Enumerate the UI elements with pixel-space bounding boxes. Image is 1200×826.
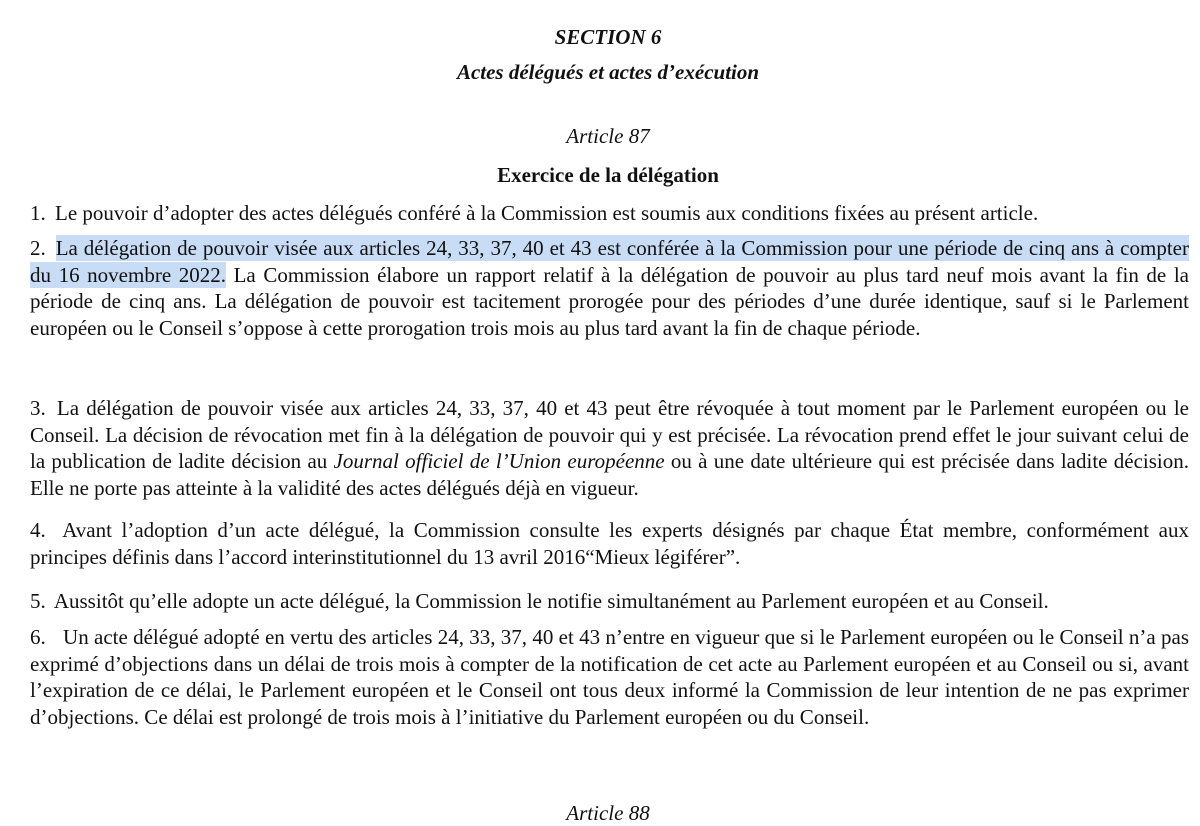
paragraph-text: Un acte délégué adopté en vertu des articles 24, 33, 37, 40 et 43 n’entre en vigueur que si le Parlement européen ou le Conseil n’a pas exprimé d’objections dans un délai de trois mois à compter de la notification de cet acte au Parlement européen et au Conseil ou si, avant l’expiration de ce délai, le Parlement européen et le Conseil ont tous deux informé la Commission de leur intention de ne pas exprimer d’objections. Ce délai est prolongé de trois mois à l’initiative du Parlement européen ou du Conseil. — [30, 625, 1190, 729]
paragraph-number: 3. — [30, 396, 46, 420]
paragraph-text-end: ou à une date ultérieure qui est précisée dans ladite décision. Elle ne porte pas atteinte à la validité des actes délégués déjà en vigueur. — [30, 449, 1189, 500]
journal-title: Journal officiel de l’Union européenne — [333, 449, 665, 473]
paragraph-5[interactable] — [30, 588, 1189, 615]
paragraph-text: Aussitôt qu’elle adopte un acte délégué, la Commission le notifie simultanément au Parlement européen et au Conseil. — [53, 589, 1049, 613]
next-article-number: Article 88 — [566, 801, 650, 825]
selected-text-highlight[interactable]: La délégation de pouvoir visée aux articles 24, 33, 37, 40 et 43 est conférée à la Commission pour une période de cinq ans à compter du 16 novembre 2022. — [30, 236, 1189, 287]
paragraph-number: 2. — [30, 236, 46, 260]
paragraph-2[interactable] — [30, 235, 1189, 341]
paragraph-number: 6. — [30, 625, 46, 649]
article-title: Exercice de la délégation — [497, 163, 719, 187]
paragraph-number: 1. — [30, 201, 46, 225]
paragraph-number: 4. — [30, 518, 46, 542]
paragraph-text: La Commission élabore un rapport relatif à la délégation de pouvoir au plus tard neuf mois avant la fin de la période de cinq ans. La délégation de pouvoir est tacitement prorogée pour des périodes d’une durée identique, sauf si le Parlement européen ou le Conseil s’oppose à cette prorogation trois mois au plus tard avant la fin de chaque période. — [30, 262, 1189, 340]
paragraph-text: Le pouvoir d’adopter des actes délégués conféré à la Commission est soumis aux conditions fixées au présent article. — [55, 201, 1039, 225]
section-heading: SECTION 6 — [554, 25, 662, 49]
paragraph-text: Avant l’adoption d’un acte délégué, la Commission consulte les experts désignés par chaque État membre, conformément aux principes définis dans l’accord interinstitutionnel du 13 avril 2016“Mieux légiférer”. — [30, 518, 1189, 569]
paragraph-text: La délégation de pouvoir visée aux articles 24, 33, 37, 40 et 43 peut être révoquée à tout moment par le Parlement européen ou le Conseil. La décision de révocation met fin à la délégation de pouvoir qui y est précisée. La révocation prend effet le jour suivant celui de la publication de ladite décision au — [30, 396, 1189, 473]
section-title: Actes délégués et actes d’exécution — [456, 60, 760, 84]
paragraph-4[interactable] — [30, 517, 1189, 570]
paragraph-1[interactable] — [30, 200, 1189, 227]
article-number: Article 87 — [566, 124, 650, 148]
paragraph-number: 5. — [30, 589, 46, 613]
paragraph-6[interactable] — [30, 624, 1189, 730]
paragraph-3[interactable] — [30, 395, 1189, 501]
